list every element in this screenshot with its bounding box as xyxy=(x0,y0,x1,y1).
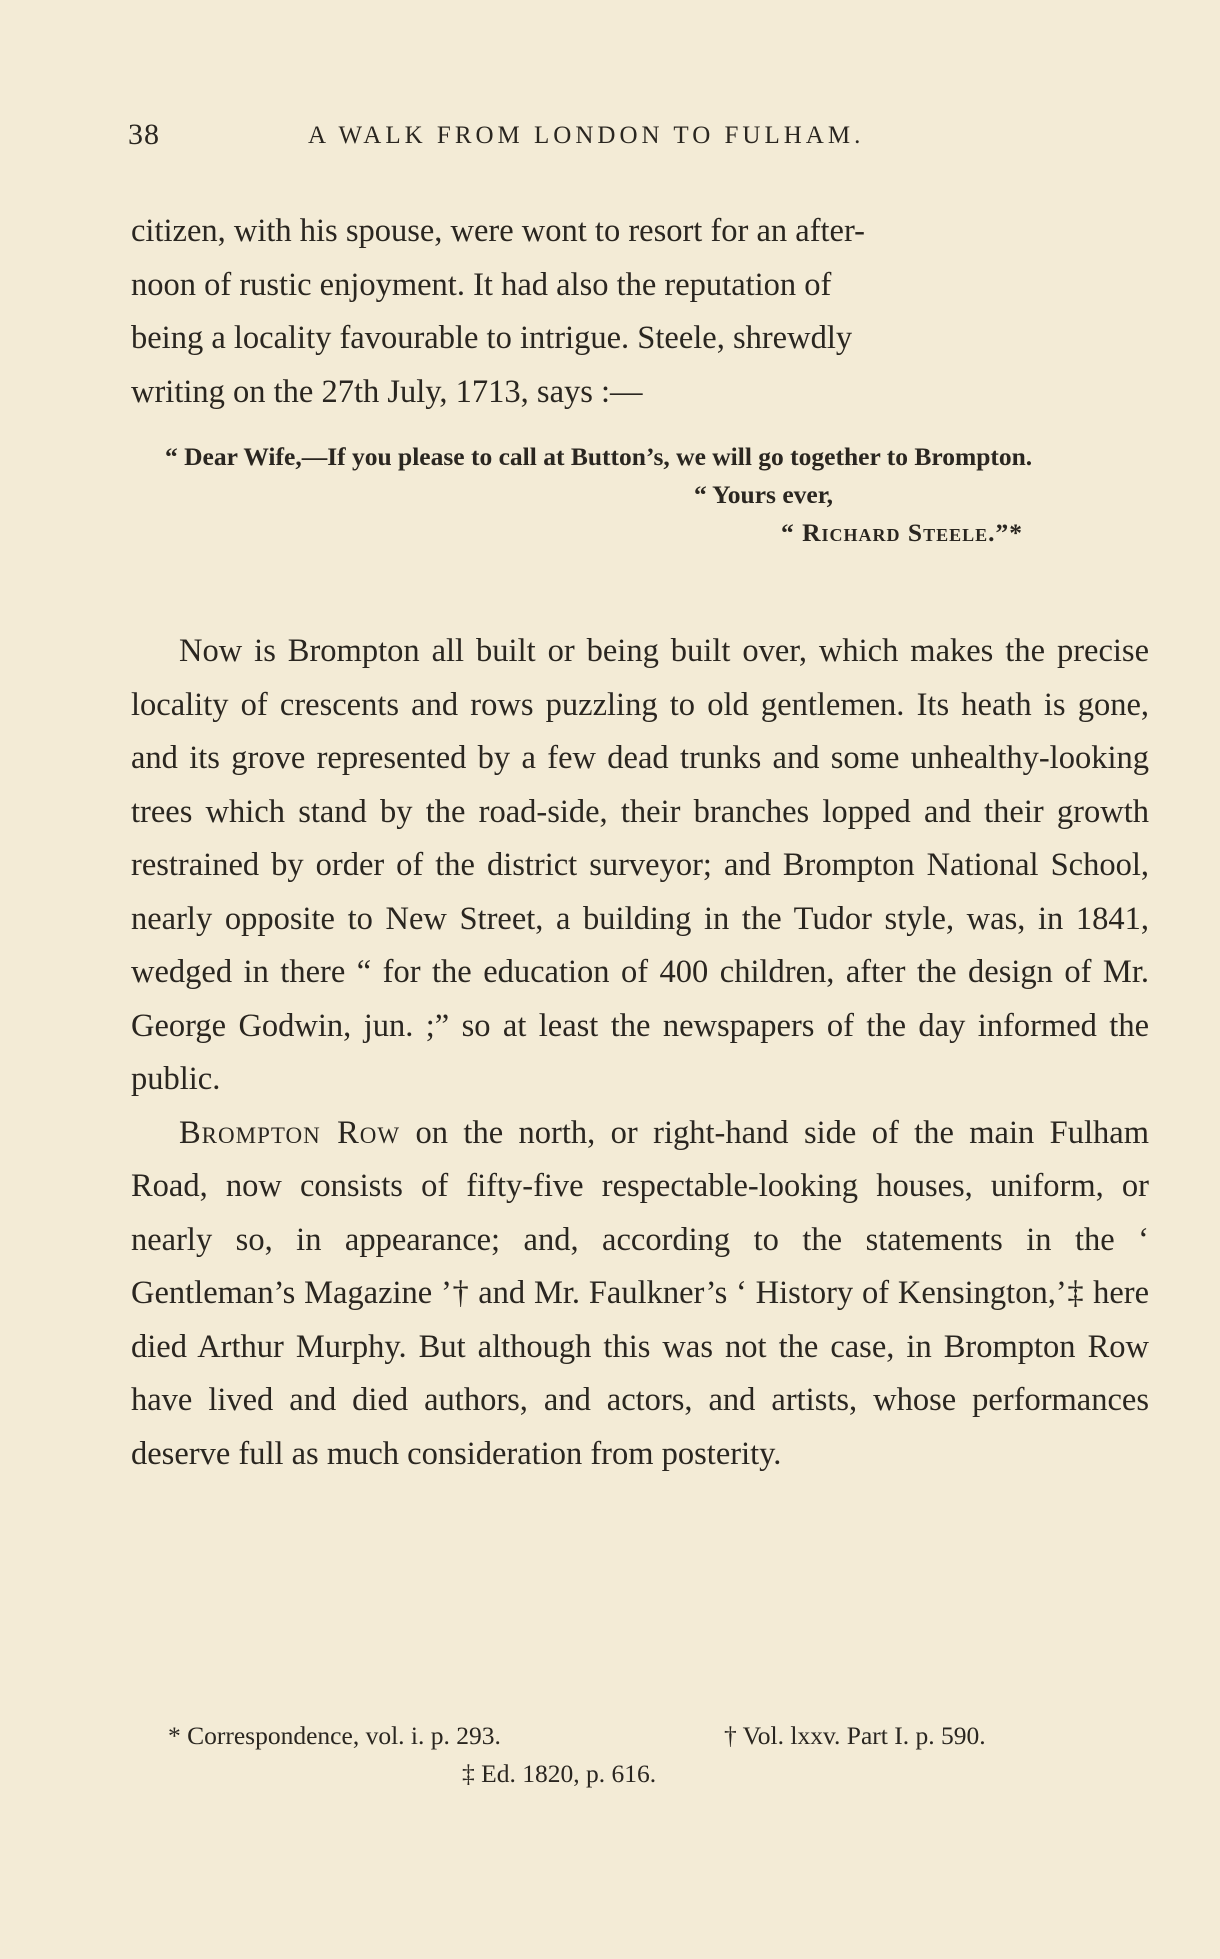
brompton-row-paragraph xyxy=(131,1107,1149,1482)
quoted-letter xyxy=(131,438,1149,552)
letter-closing: “ Yours ever, xyxy=(694,480,834,509)
footnote-row-2 xyxy=(168,1755,1148,1793)
footnotes xyxy=(168,1717,1148,1793)
opening-line-4: writing on the 27th July, 1713, says :— xyxy=(131,373,643,410)
page-header xyxy=(128,118,1148,158)
opening-paragraph xyxy=(131,205,1149,419)
footnote-dagger: † Vol. lxxv. Part I. p. 590. xyxy=(724,1721,986,1750)
footnote-row-1 xyxy=(168,1717,1148,1755)
opening-line-3: being a locality favourable to intrigue. Steele, shrewdly xyxy=(131,320,853,356)
running-head: A WALK FROM LONDON TO FULHAM. xyxy=(308,122,865,149)
page-number: 38 xyxy=(128,118,160,151)
letter-signature-text: “ Richard Steele.”* xyxy=(781,518,1024,547)
brompton-paragraph: Now is Brompton all built or being built over, which makes the precise locality of crescents and rows puzzling to old gentlemen. Its heath is gone, and its grove represented by a few dead trunks and some unhealthy-looking trees which stand by the road-side, their branches lopped and their growth restrained by order of the district surveyor; and Brompton National School, nearly opposite to New Street, a building in the Tudor style, was, in 1841, wedged in there “ for the education of 400 children, after the design of Mr. George Godwin, jun. ;” so at least the newspapers of the day informed the public. xyxy=(131,633,1149,1097)
main-text xyxy=(131,625,1149,1481)
brompton-row-lead: Brompton Row xyxy=(179,1114,401,1151)
letter-body: “ Dear Wife,—If you please to call at Button’s, we will go together to Brompton. xyxy=(165,442,1033,471)
opening-line-2: noon of rustic enjoyment. It had also the reputation of xyxy=(131,266,832,303)
opening-line-1: citizen, with his spouse, were wont to resort for an after- xyxy=(131,213,865,249)
brompton-row-text: on the north, or right-hand side of the main Fulham Road, now consists of fifty-five respectable-looking houses, uniform, or nearly so, in appearance; and, according to the statements in the ‘ Gentleman’s Magazine ’† and Mr. Faulkner’s ‘ History of Kensington,’‡ here died Arthur Murphy. But although this was not the case, in Brompton Row have lived and died authors, and actors, and artists, whose performances deserve full as much consideration from posterity. xyxy=(131,1114,1149,1472)
letter-signature xyxy=(131,514,1149,552)
footnote-double-dagger: ‡ Ed. 1820, p. 616. xyxy=(462,1759,657,1788)
footnote-star: * Correspondence, vol. i. p. 293. xyxy=(168,1721,501,1750)
